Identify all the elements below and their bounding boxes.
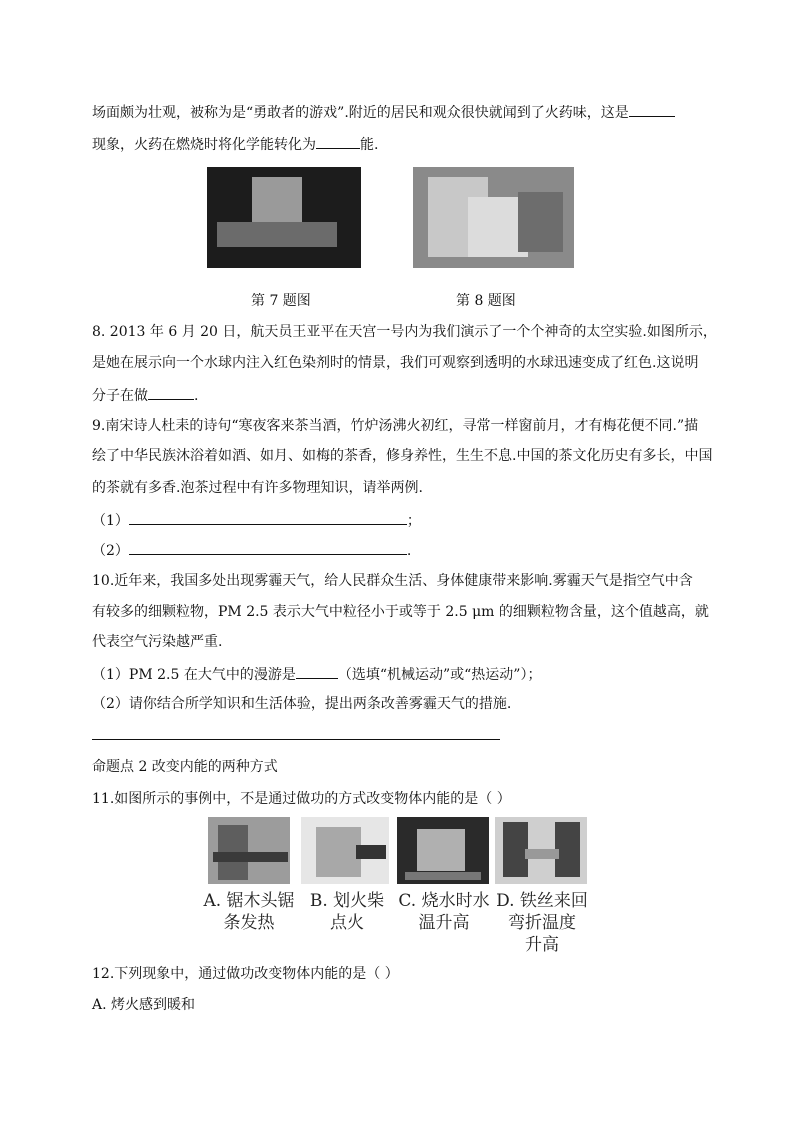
answer-blank[interactable] — [129, 510, 407, 525]
answer-blank[interactable] — [129, 540, 407, 555]
q9-line-3: 的茶就有多香.泡茶过程中有许多物理知识，请举两例. — [92, 480, 423, 496]
q11-text: 11.如图所示的事例中，不是通过做功的方式改变物体内能的是（ ） — [92, 791, 511, 807]
answer-blank[interactable] — [629, 102, 675, 117]
figure-8-caption: 第 8 题图 — [456, 293, 516, 309]
option-b-label[interactable]: B. 划火柴 点火 — [309, 891, 385, 933]
answer-blank[interactable] — [316, 134, 360, 149]
q8-line-1: 8. 2013 年 6 月 20 日，航天员王亚平在天宫一号内为我们演示了一个个神奇的太空实验.如图所示， — [92, 324, 717, 340]
intro-line-1: 场面颇为壮观，被称为是“勇敢者的游戏”.附近的居民和观众很快就闻到了火药味，这是 — [92, 102, 675, 122]
option-a-image — [208, 817, 290, 884]
option-a-label[interactable]: A. 锯木头锯 条发热 — [203, 891, 295, 933]
q10-line-1: 10.近年来，我国多处出现雾霾天气，给人民群众生活、身体健康带来影响.雾霾天气是指空气中含 — [92, 573, 693, 589]
q10-line-3: 代表空气污染越严重. — [92, 634, 223, 650]
figure-7-caption: 第 7 题图 — [251, 293, 311, 309]
option-d-image — [495, 817, 587, 884]
section-title: 命题点 2 改变内能的两种方式 — [92, 759, 278, 775]
figure-7-image — [207, 167, 361, 268]
figure-8-image — [413, 167, 574, 268]
q12-text: 12.下列现象中，通过做功改变物体内能的是（ ） — [92, 966, 399, 982]
intro-line-2: 现象，火药在燃烧时将化学能转化为 能. — [92, 134, 378, 154]
q9-line-1: 9.南宋诗人杜耒的诗句“寒夜客来茶当酒，竹炉汤沸火初红，寻常一样窗前月，才有梅花便不同.”描 — [92, 418, 699, 434]
q10-part-1: （1）PM 2.5 在大气中的漫游是 （选填“机械运动”或“热运动”）； — [92, 664, 541, 684]
option-c-image — [397, 817, 489, 884]
q12-option-a[interactable]: A. 烤火感到暖和 — [92, 997, 196, 1013]
option-c-label[interactable]: C. 烧水时水 温升高 — [398, 891, 490, 933]
q9-line-2: 绘了中华民族沐浴着如酒、如月、如梅的茶香，修身养性，生生不息.中国的茶文化历史有多长，中国 — [92, 448, 713, 464]
q8-line-2: 是她在展示向一个水球内注入红色染剂时的情景，我们可观察到透明的水球迅速变成了红色.这说明 — [92, 355, 699, 371]
q10-answer-line[interactable] — [92, 739, 500, 740]
q10-line-2: 有较多的细颗粒物，PM 2.5 表示大气中粒径小于或等于 2.5 μm 的细颗粒物含量，这个值越高，就 — [92, 604, 709, 620]
q9-answer-1: （1） ； — [92, 510, 421, 530]
answer-blank[interactable] — [148, 385, 194, 400]
answer-blank[interactable] — [296, 664, 338, 679]
q10-part-2: （2）请你结合所学知识和生活体验，提出两条改善雾霾天气的措施. — [92, 696, 512, 712]
q8-line-3: 分子在做 . — [92, 385, 198, 405]
option-b-image — [301, 817, 389, 884]
option-d-label[interactable]: D. 铁丝来回 弯折温度 升高 — [496, 891, 588, 955]
q9-answer-2: （2） . — [92, 540, 411, 560]
